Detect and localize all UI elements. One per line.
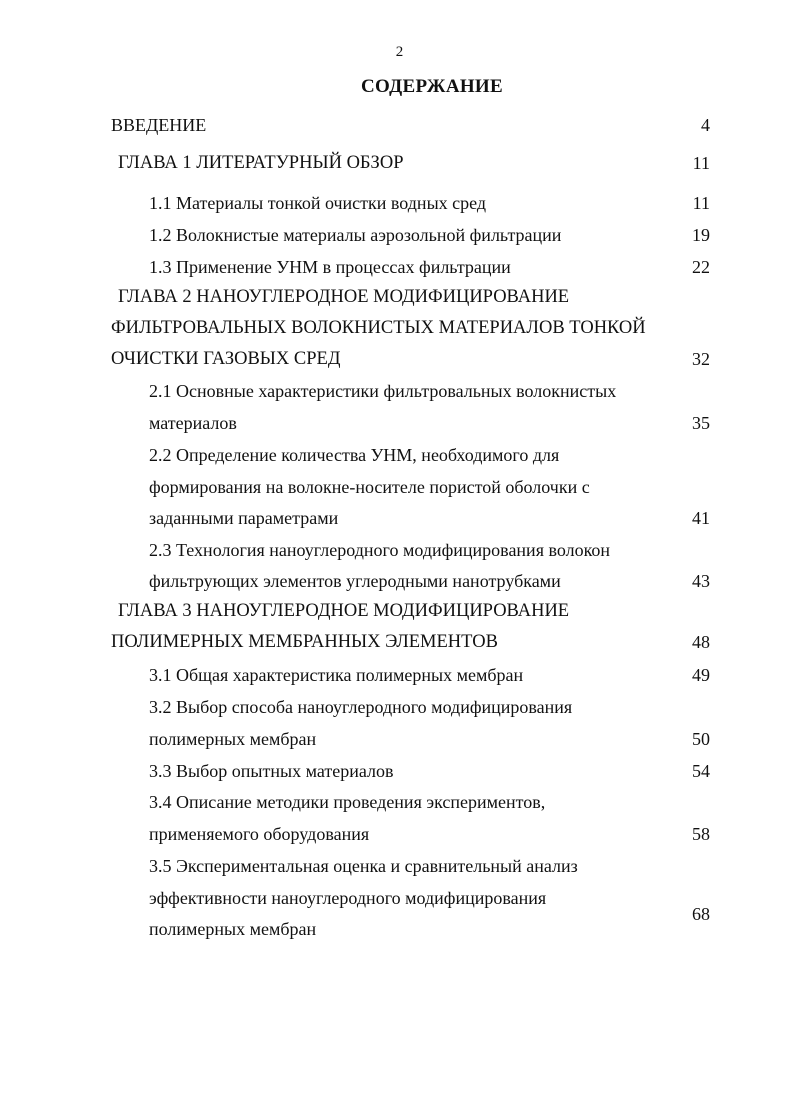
toc-entry-text[interactable]: ГЛАВА 1 ЛИТЕРАТУРНЫЙ ОБЗОР [118,153,404,173]
toc-entry-text[interactable]: 2.2 Определение количества УНМ, необходимого для [149,445,560,465]
toc-entry-text[interactable]: материалов [149,413,237,433]
toc-entry-text[interactable]: 3.2 Выбор способа наноуглеродного модифицирования [149,697,573,717]
toc-entry-text[interactable]: применяемого оборудования [149,824,370,844]
toc-entry-page: 54 [692,761,710,781]
toc-entry-text[interactable]: эффективности наноуглеродного модифицирования [149,888,547,908]
toc-entry-page: 50 [692,729,710,749]
toc-entry-text[interactable]: ВВЕДЕНИЕ [111,115,207,135]
toc-entry-text[interactable]: ФИЛЬТРОВАЛЬНЫХ ВОЛОКНИСТЫХ МАТЕРИАЛОВ ТОНКОЙ [111,318,646,338]
toc-entry-text[interactable]: 2.1 Основные характеристики фильтровальных волокнистых [149,381,617,401]
toc-title: СОДЕРЖАНИЕ [361,76,503,97]
toc-entry-text[interactable]: ГЛАВА 3 НАНОУГЛЕРОДНОЕ МОДИФИЦИРОВАНИЕ [118,601,570,621]
toc-entry-page: 4 [701,115,710,135]
toc-entry-page: 58 [692,824,710,844]
toc-entry-page: 49 [692,665,710,685]
toc-entry-text[interactable]: заданными параметрами [149,508,339,528]
toc-entry-text[interactable]: 1.3 Применение УНМ в процессах фильтрации [149,257,511,277]
toc-entry-page: 22 [692,257,710,277]
toc-entry-page: 11 [692,153,710,173]
toc-entry-page: 43 [692,571,710,591]
toc-entry-text[interactable]: 3.1 Общая характеристика полимерных мембран [149,665,524,685]
toc-entry-text[interactable]: полимерных мембран [149,919,317,939]
toc-entry-text[interactable]: ПОЛИМЕРНЫХ МЕМБРАННЫХ ЭЛЕМЕНТОВ [111,632,498,652]
toc-entry-text[interactable]: ГЛАВА 2 НАНОУГЛЕРОДНОЕ МОДИФИЦИРОВАНИЕ [118,287,570,307]
toc-entry-text[interactable]: полимерных мембран [149,729,317,749]
toc-entry-text[interactable]: 3.3 Выбор опытных материалов [149,761,394,781]
toc-entry-page: 35 [692,413,710,433]
toc-entry-text[interactable]: формирования на волокне-носителе пористой оболочки с [149,477,590,497]
toc-entry-text[interactable]: 2.3 Технология наноуглеродного модифицирования волокон [149,540,611,560]
page-number: 2 [395,44,404,60]
toc-entry-page: 32 [692,349,710,369]
toc-entry-page: 11 [692,193,710,213]
toc-entry-text[interactable]: фильтрующих элементов углеродными нанотрубками [149,571,561,591]
toc-entry-text[interactable]: 3.4 Описание методики проведения экспериментов, [149,792,546,812]
toc-entry-page: 68 [692,904,710,924]
toc-entry-page: 19 [692,225,710,245]
toc-entry-text[interactable]: 1.2 Волокнистые материалы аэрозольной фильтрации [149,225,562,245]
toc-entry-page: 41 [692,508,710,528]
toc-entry-text[interactable]: ОЧИСТКИ ГАЗОВЫХ СРЕД [111,349,341,369]
toc-entry-text[interactable]: 3.5 Экспериментальная оценка и сравнительный анализ [149,856,578,876]
toc-entry-text[interactable]: 1.1 Материалы тонкой очистки водных сред [149,193,487,213]
toc-entry-page: 48 [692,632,710,652]
